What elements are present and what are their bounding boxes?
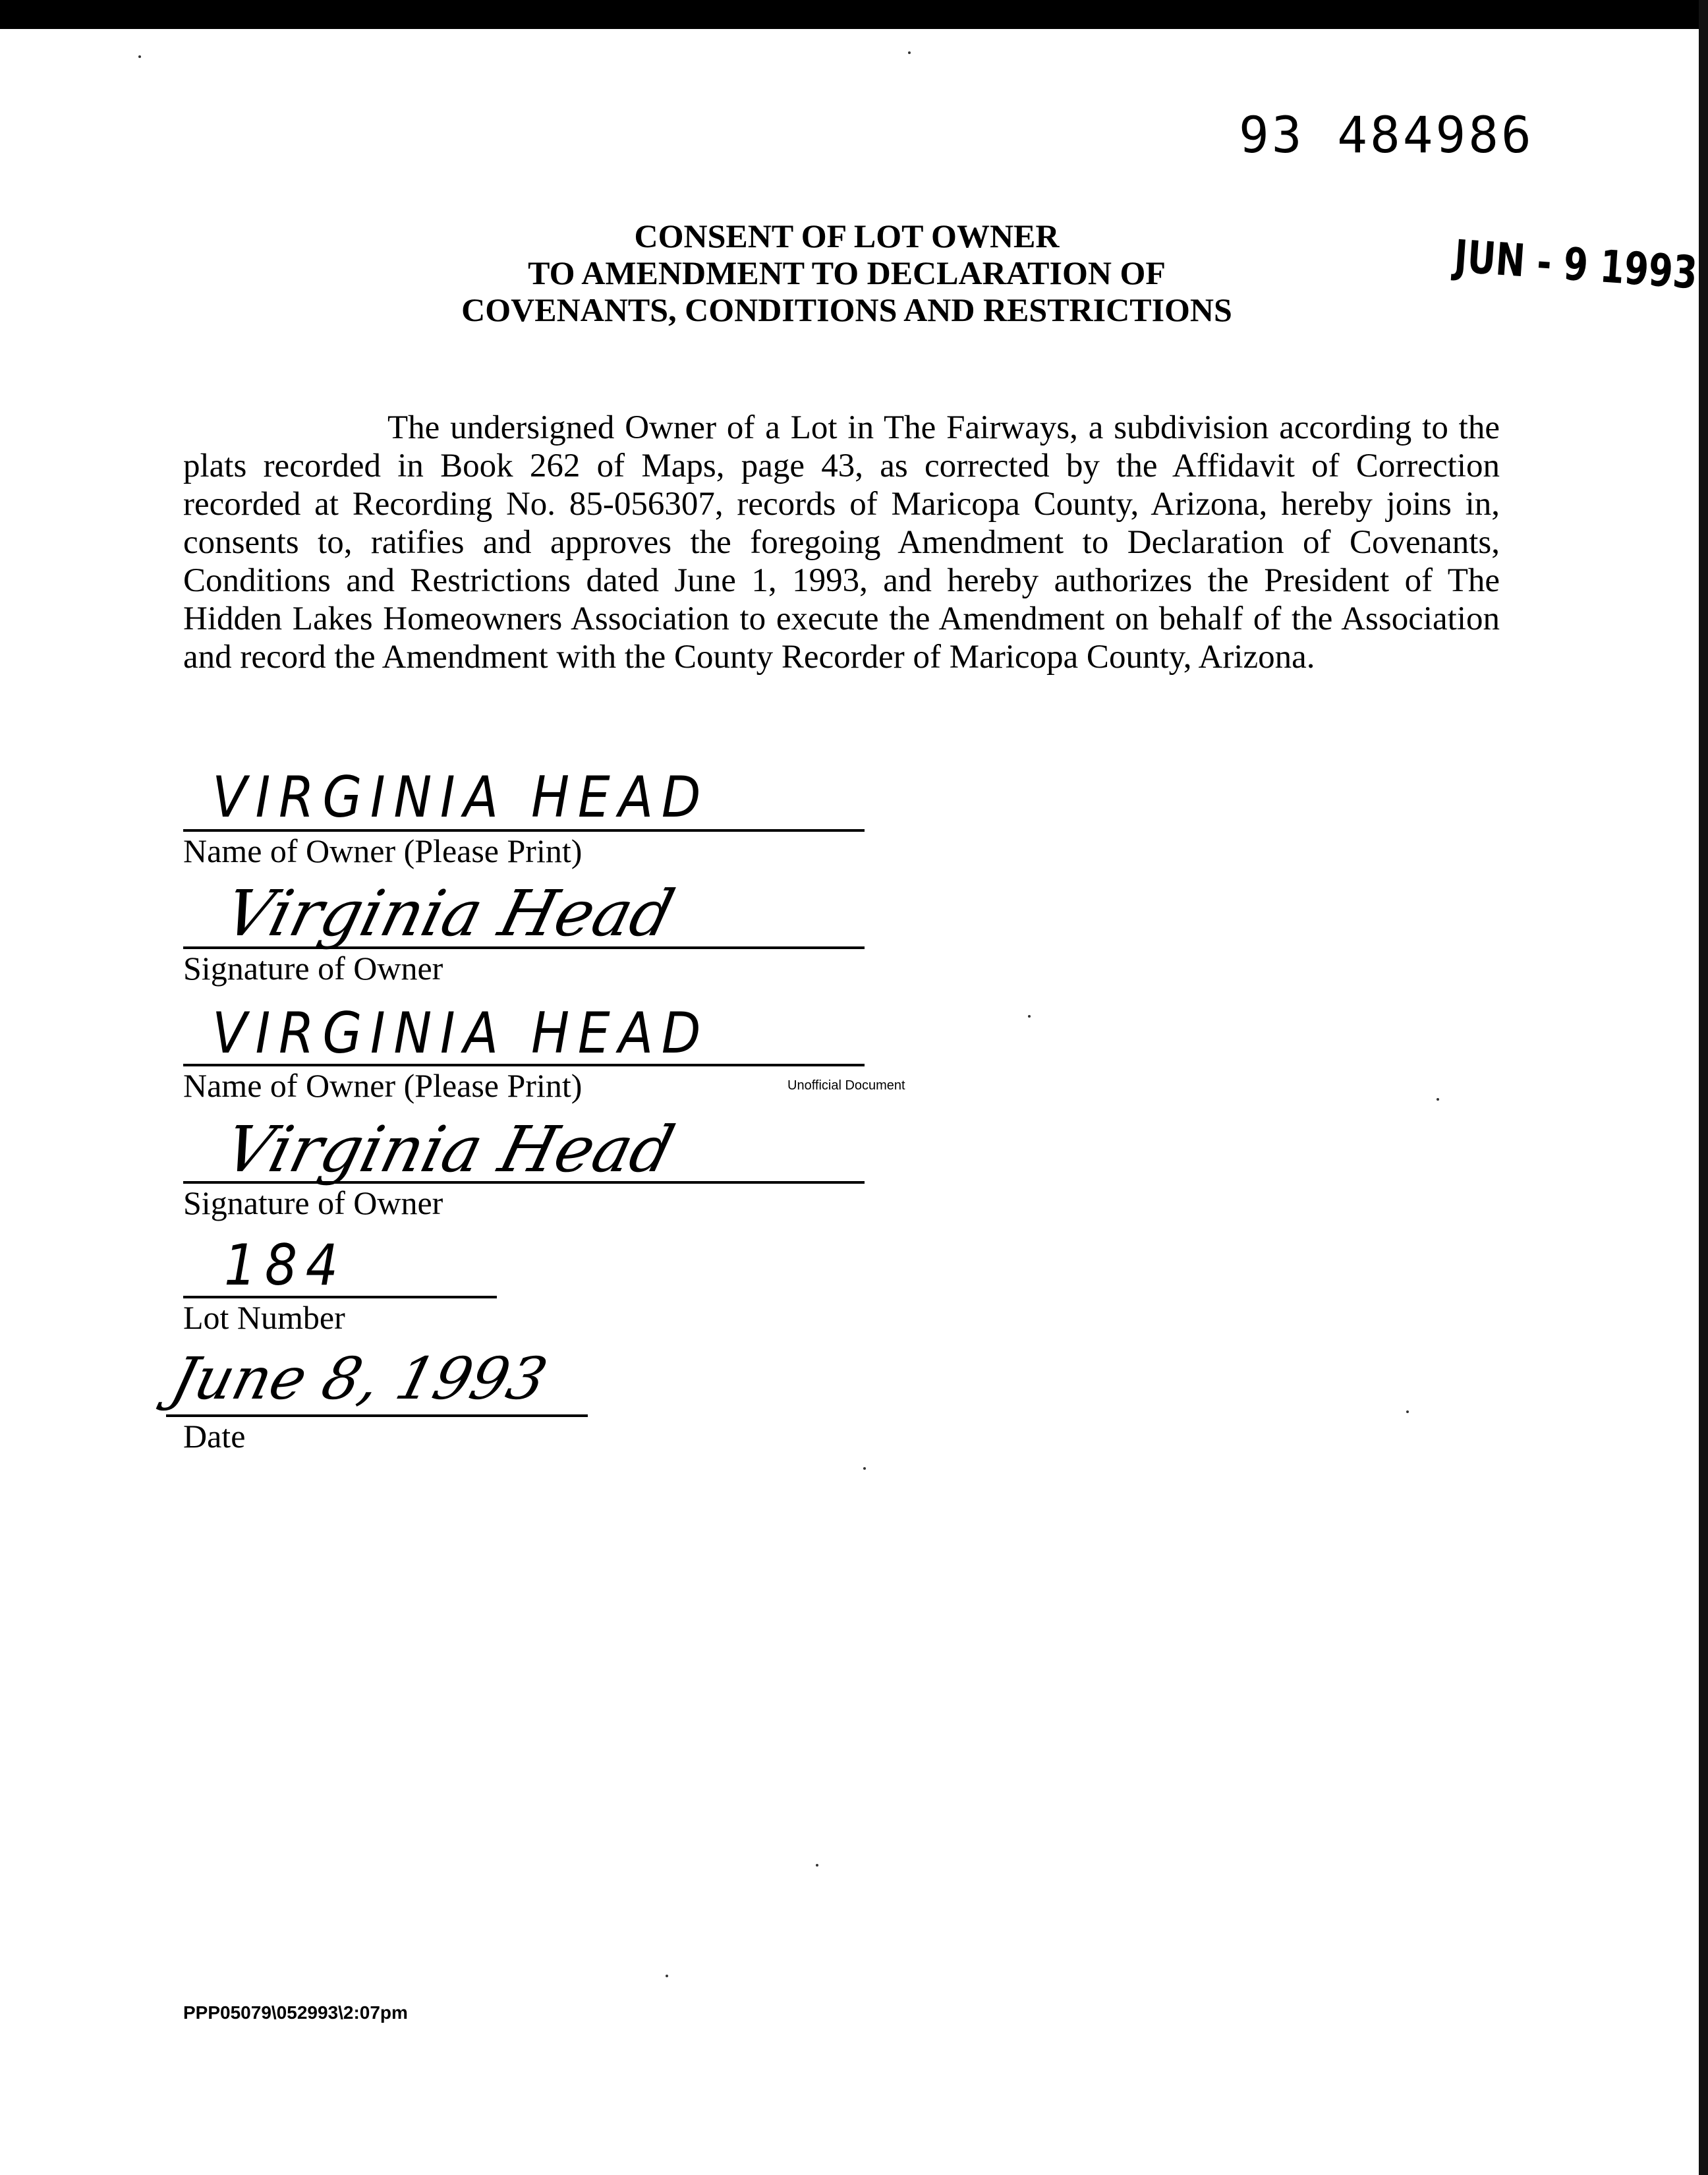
unofficial-document-watermark: Unofficial Document [787, 1078, 905, 1093]
owner1-printed-name: VIRGINIA HEAD [212, 765, 710, 830]
recording-number: 93 484986 [1239, 105, 1534, 164]
title-line-3: COVENANTS, CONDITIONS AND RESTRICTIONS [461, 291, 1232, 328]
owner2-name-label: Name of Owner (Please Print) [183, 1067, 583, 1104]
scan-speck [1028, 1015, 1031, 1018]
footer-file-code: PPP05079\052993\2:07pm [183, 2002, 408, 2023]
scan-top-border [0, 0, 1708, 29]
scan-speck [816, 1864, 818, 1867]
title-line-1: CONSENT OF LOT OWNER [634, 218, 1060, 254]
scan-speck [1406, 1410, 1409, 1413]
recorded-date-stamp: JUN - 9 1993 [1452, 231, 1699, 300]
scan-speck [908, 51, 911, 54]
owner2-printed-name: VIRGINIA HEAD [212, 1000, 710, 1066]
consent-paragraph: The undersigned Owner of a Lot in The Fairways, a subdivision according to the plats recorded in Book 262 of Maps, page 43, as corrected by the Affidavit of Correction recorded at Recording No. 85-056307, records of Maricopa County, Arizona, hereby joins in, consents to, ratifies and approves the foregoing Amendment to Declaration of Covenants, Conditions and Restrictions dated June 1, 1993, and hereby authorizes the President of The Hidden Lakes Homeowners Association to execute the Amendment on behalf of the Association and record the Amendment with the County Recorder of Maricopa County, Arizona. [183, 409, 1500, 676]
date-label: Date [183, 1418, 246, 1455]
owner2-signature: Virginia Head [217, 1113, 681, 1186]
owner1-signature-label: Signature of Owner [183, 950, 443, 987]
owner2-signature-label: Signature of Owner [183, 1184, 443, 1221]
date-value: June 8, 1993 [165, 1345, 554, 1412]
scan-speck [863, 1467, 866, 1470]
scan-speck [666, 1975, 668, 1977]
owner1-name-label: Name of Owner (Please Print) [183, 832, 583, 869]
title-line-2: TO AMENDMENT TO DECLARATION OF [528, 254, 1166, 291]
scan-speck [1437, 1098, 1439, 1101]
document-title [395, 218, 1298, 328]
scan-speck [138, 55, 141, 58]
lot-number-value: 184 [224, 1232, 347, 1298]
scan-right-border [1699, 0, 1708, 2175]
lot-number-label: Lot Number [183, 1299, 345, 1336]
owner1-signature: Virginia Head [217, 877, 681, 950]
